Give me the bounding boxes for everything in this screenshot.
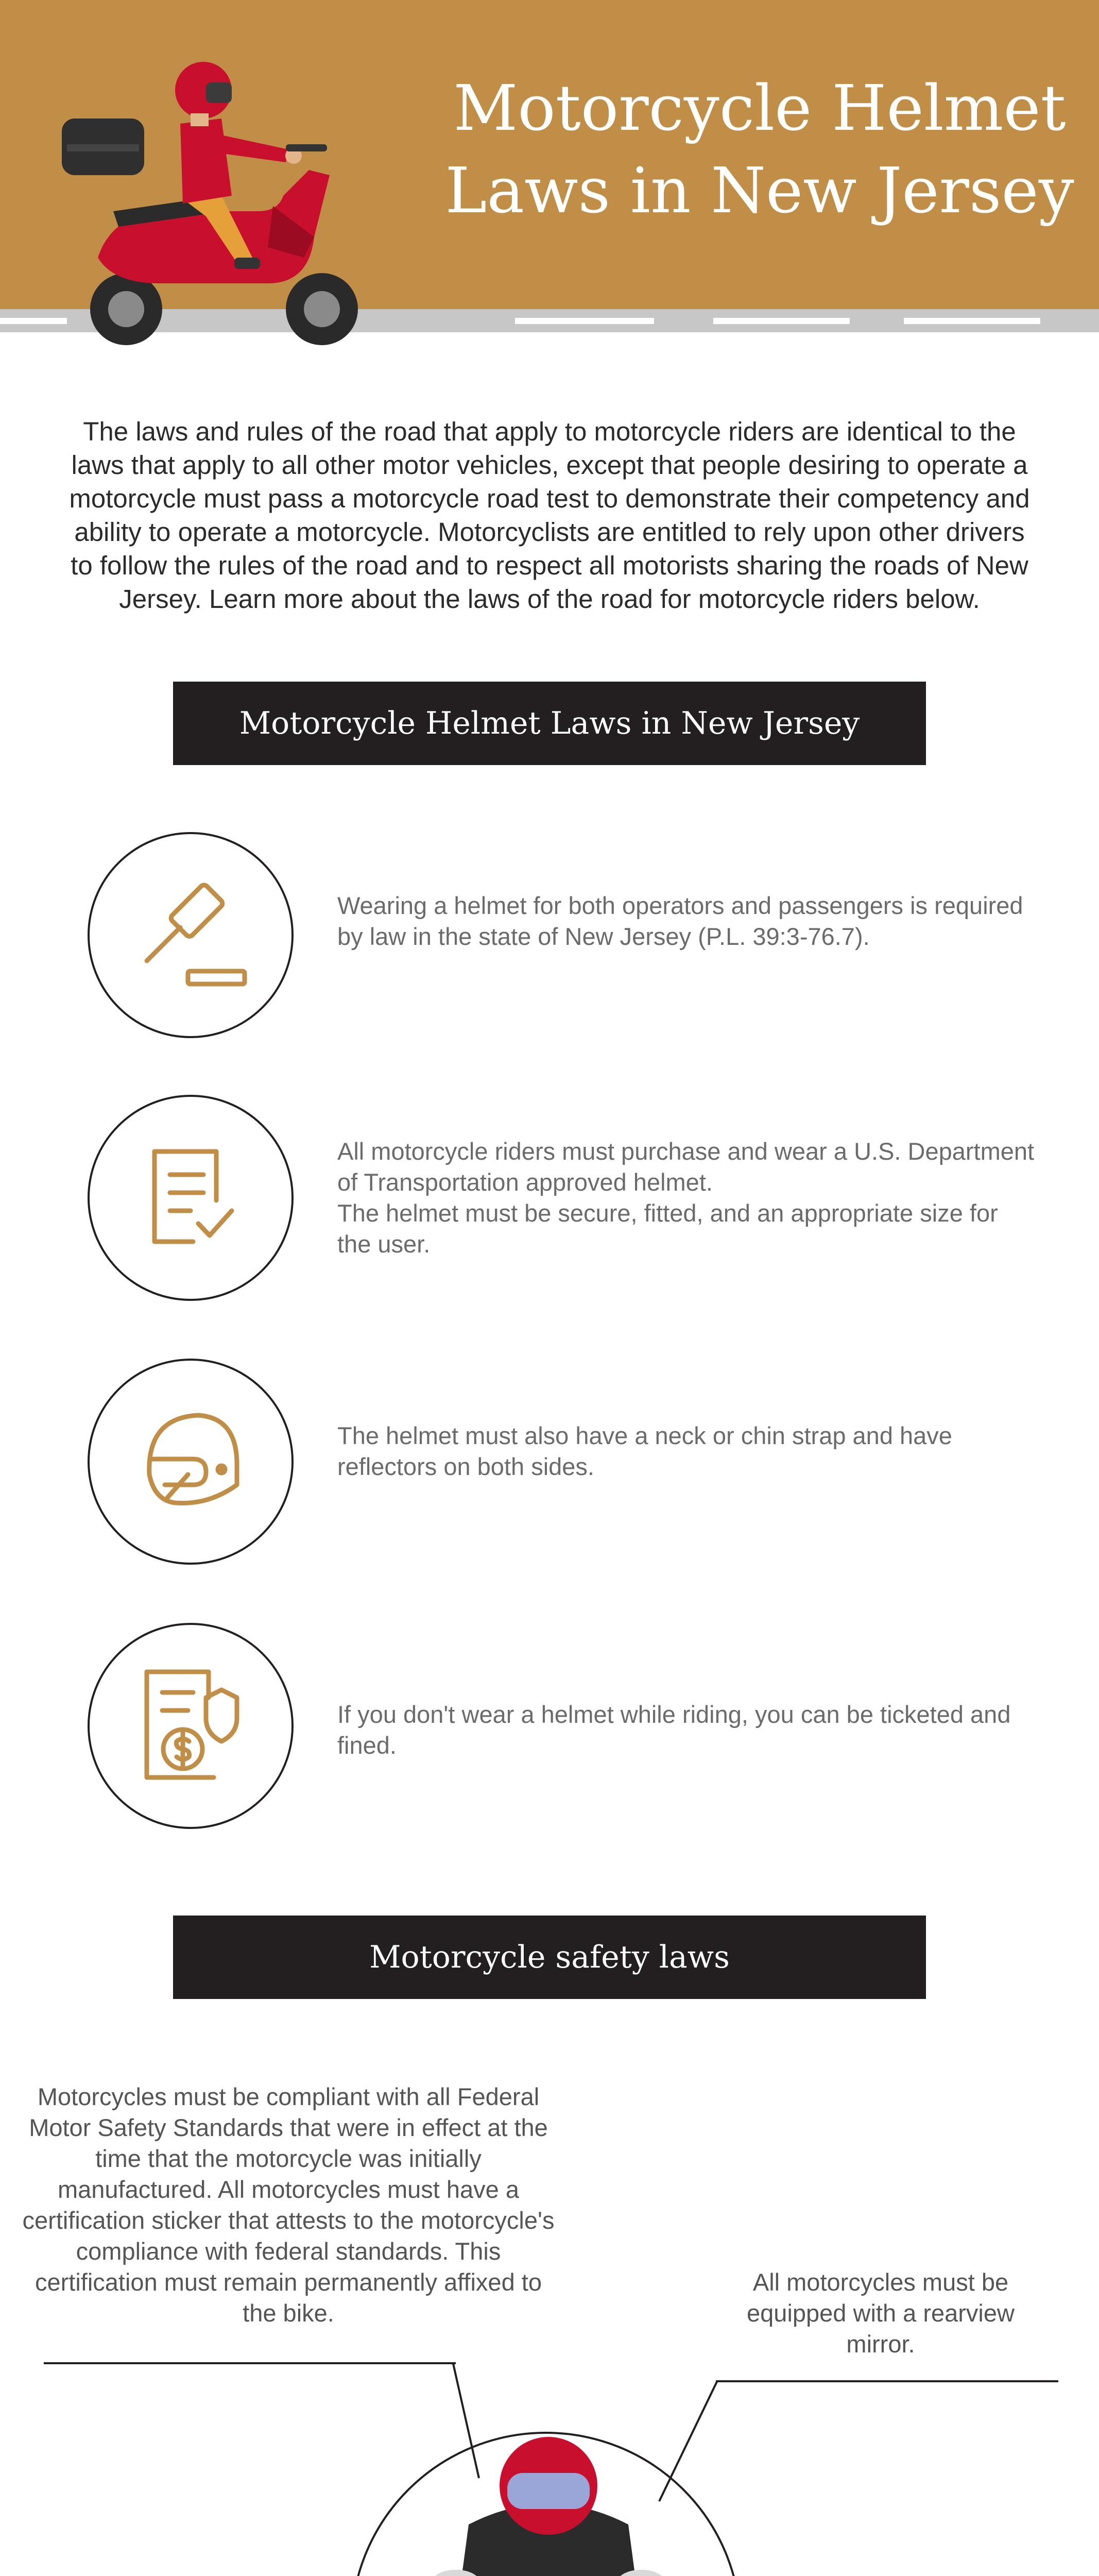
law-item-icon-circle: [88, 1095, 294, 1301]
law-item-icon-circle: [88, 832, 294, 1038]
law-item-text-line: The helmet must be secure, fitted, and an appropriate size for the user.: [337, 1199, 998, 1258]
law-item-icon-circle: [88, 1359, 294, 1565]
helmet-laws-heading: Motorcycle Helmet Laws in New Jersey: [173, 682, 926, 765]
safety-mirror-text: All motorcycles must be equipped with a rearview mirror.: [747, 2268, 1015, 2358]
helmet-icon: [126, 1397, 255, 1526]
title-line-2: Laws in New Jersey: [445, 154, 1074, 227]
page-title: [443, 67, 1076, 232]
road-dash: [713, 318, 850, 324]
title-line-1: Motorcycle Helmet: [453, 72, 1066, 145]
gavel-icon: [126, 871, 255, 999]
road-dash: [515, 318, 654, 324]
safety-federal-text: Motorcycles must be compliant with all Federal Motor Safety Standards that were in effect at the time that the motorcycle was initially manufactured. All motorcycles must have a certification sticker that attests to the motorcycle's compliance with federal standards. This certification must remain permanently affixed to the bike.: [22, 2083, 555, 2327]
law-item-text: The helmet must also have a neck or chin strap and have reflectors on both sides.: [337, 1422, 952, 1480]
safety-laws-heading: Motorcycle safety laws: [173, 1916, 926, 1999]
connector-line: [716, 2380, 1058, 2382]
law-item-icon-circle: [88, 1623, 294, 1829]
law-item-text: Wearing a helmet for both operators and passengers is required by law in the state of New Jersey (P.L. 39:3-76.7).: [337, 892, 1023, 950]
law-item-text-line: All motorcycle riders must purchase and wear a U.S. Department of Transportation approved helmet.: [337, 1138, 1035, 1196]
scooter-rider-illustration: [51, 41, 371, 355]
motorcycle-front-illustration: [412, 2354, 685, 2576]
law-item-text: If you don't wear a helmet while riding, you can be ticketed and fined.: [337, 1701, 1011, 1759]
approved-document-icon: [131, 1139, 250, 1257]
fine-document-icon: [126, 1662, 255, 1790]
road-dash: [904, 318, 1040, 324]
connector-line: [44, 2362, 456, 2364]
law-item-text: [337, 1136, 1038, 1260]
intro-paragraph: The laws and rules of the road that apply to motorcycle riders are identical to the laws that apply to all other motor vehicles, except that people desiring to operate a motorcycle must pass a motorcycle road test to demonstrate their competency and ability to operate a motorcycle. Motorcyclists are entitled to rely upon other drivers to follow the rules of the road and to respect all motorists sharing the roads of New Jersey. Learn more about the laws of the road for motorcycle riders below.: [69, 417, 1030, 614]
